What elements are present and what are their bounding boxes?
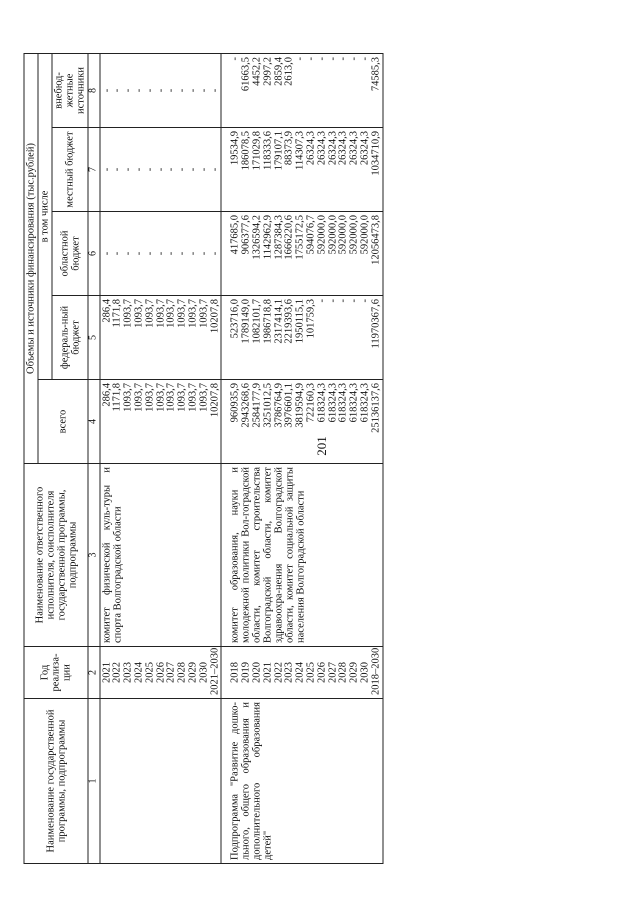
table-cell-value: 1171,8 [111, 298, 123, 327]
header-year: Год реализа-ции [24, 646, 88, 698]
table-cell-value: 26324,3 [316, 130, 328, 165]
table-cell-value: 1142962,9 [262, 214, 274, 259]
table-cell-value: - [155, 88, 167, 92]
table-cell-value: 618324,3 [359, 382, 371, 422]
budget-table-sheet [24, 54, 569, 864]
local-list [221, 127, 382, 211]
table-cell-value: - [187, 251, 199, 255]
col-num-8: 8 [88, 53, 100, 127]
local-list [100, 127, 222, 211]
table-cell-value: 1986718,8 [262, 298, 274, 344]
table-cell-value: 61663,5 [240, 56, 252, 91]
table-cell-value: 1093,7 [133, 382, 145, 412]
table-cell-value: - [348, 298, 360, 302]
table-cell-value: 2025 [144, 661, 156, 683]
table-cell-value: 2025 [305, 661, 317, 683]
table-cell-value: 2023 [283, 661, 295, 683]
table-cell-value: - [316, 298, 328, 302]
table-cell-value: 2027 [165, 661, 177, 683]
table-cell-value: 1093,7 [155, 298, 167, 328]
table-cell-value: 1287384,3 [273, 214, 285, 260]
table-cell-value: 2018–2030 [370, 647, 382, 695]
header-volumes: Объемы и источники финансирования (тыс.рублей) [24, 53, 38, 463]
table-cell-value: 11970367,6 [370, 298, 382, 348]
extra-list [100, 53, 222, 127]
table-cell-value: - [144, 251, 156, 255]
table-cell-value: 10207,8 [209, 382, 221, 417]
regional-list [100, 211, 222, 295]
table-cell-value: 2030 [198, 661, 210, 683]
table-cell-value: 1034710,9 [370, 130, 382, 176]
table-cell-value: 74585,3 [370, 56, 382, 91]
table-cell-value: 25136137,6 [370, 382, 382, 433]
table-cell-value: - [111, 167, 123, 171]
table-cell-value: 114307,3 [294, 130, 306, 170]
header-federal: федераль-ный бюджет [52, 295, 88, 379]
table-cell-value: 186078,5 [240, 130, 252, 170]
table-cell-value: 88373,9 [283, 130, 295, 165]
table-cell-value: - [198, 251, 210, 255]
header-extra: внебюд-жетные источники [52, 53, 88, 127]
table-cell-value: 26324,3 [348, 130, 360, 165]
executor-cell: комитет образования, науки и молодежной политики Вол-гоградской области, комитет строительства Волгоградской области, комитет здравоохра-нения Волгоградской области, комитет социальной защиты населения Волгоградской области [221, 463, 382, 646]
header-regional: областной бюджет [52, 211, 88, 295]
table-cell-value: - [144, 88, 156, 92]
table-cell-value: 2029 [187, 661, 199, 683]
regional-list [221, 211, 382, 295]
header-total: всего [38, 379, 88, 463]
table-cell-value: 2024 [133, 661, 145, 683]
table-cell-value: 618324,3 [348, 382, 360, 422]
table-cell-value: - [337, 56, 349, 60]
table-cell-value: 2023 [122, 661, 134, 683]
table-cell-value: 1093,7 [198, 382, 210, 412]
table-cell-value: 2943268,6 [240, 382, 252, 428]
table-cell-value: - [165, 167, 177, 171]
federal-list [221, 295, 382, 379]
header-local: местный бюджет [52, 127, 88, 211]
table-cell-value: 2026 [316, 661, 328, 683]
program-name-cell: Подпрограмма "Развитие дошко-льного, общего образования и дополнительного образования детей" [221, 698, 382, 863]
table-cell-value: 1950115,1 [294, 298, 306, 343]
table-cell-value: - [122, 251, 134, 255]
table-cell-value: - [316, 56, 328, 60]
table-cell-value: 2022 [273, 661, 285, 683]
table-cell-value: 1093,7 [187, 382, 199, 412]
table-cell-value: 1093,7 [122, 382, 134, 412]
table-cell-value: 4452,2 [251, 56, 263, 86]
table-cell-value: 2028 [176, 661, 188, 683]
table-cell-value: 286,4 [101, 298, 113, 323]
table-cell-value: - [305, 56, 317, 60]
page-number: 201 [314, 436, 329, 456]
table-cell-value: 2027 [327, 661, 339, 683]
table-cell-value: 1093,7 [176, 382, 188, 412]
table-cell-value: - [133, 88, 145, 92]
table-cell-value: 1326594,2 [251, 214, 263, 260]
col-num-5: 5 [88, 295, 100, 379]
table-cell-value: 2021–2030 [209, 647, 221, 695]
table-cell-value: 906377,6 [240, 214, 252, 254]
table-cell-value: - [229, 56, 241, 60]
table-cell-value: 2018 [229, 661, 241, 683]
table-cell-value: - [165, 251, 177, 255]
table-cell-value: - [176, 88, 188, 92]
table-cell-value: 1093,7 [144, 382, 156, 412]
table-cell-value: - [122, 167, 134, 171]
table-cell-value: 1789149,0 [240, 298, 252, 344]
table-cell-value: 592000,0 [348, 214, 360, 254]
table-cell-value: - [209, 251, 221, 255]
program-name-cell [100, 698, 222, 863]
table-cell-value: 2024 [294, 661, 306, 683]
table-cell-value: 2020 [251, 661, 263, 683]
table-row [221, 53, 382, 863]
table-cell-value: - [111, 88, 123, 92]
table-cell-value: 3251012,5 [262, 382, 274, 428]
table-cell-value: 101759,3 [305, 298, 317, 338]
table-cell-value: - [359, 56, 371, 60]
table-cell-value: 19534,9 [229, 130, 241, 165]
col-num-1: 1 [88, 698, 100, 863]
table-cell-value: - [348, 56, 360, 60]
col-num-7: 7 [88, 127, 100, 211]
table-cell-value: 2030 [359, 661, 371, 683]
table-cell-value: - [144, 167, 156, 171]
table-cell-value: 1093,7 [144, 298, 156, 328]
table-cell-value: 3786764,9 [273, 382, 285, 428]
table-cell-value: 592000,0 [359, 214, 371, 254]
table-cell-value: - [122, 88, 134, 92]
col-num-3: 3 [88, 463, 100, 646]
header-program: Наименование государственной программы, подпрограммы [24, 698, 88, 863]
executor-cell: комитет физической куль-туры и спорта Волгоградской области [100, 463, 222, 646]
table-cell-value: 594076,7 [305, 214, 317, 254]
table-cell-value: - [176, 251, 188, 255]
table-cell-value: - [155, 251, 167, 255]
table-cell-value: 2584177,9 [251, 382, 263, 428]
table-cell-value: 2021 [262, 661, 274, 683]
table-cell-value: - [327, 56, 339, 60]
table-cell-value: - [133, 167, 145, 171]
table-cell-value: 1093,7 [122, 298, 134, 328]
col-num-6: 6 [88, 211, 100, 295]
table-cell-value: 2026 [155, 661, 167, 683]
table-cell-value: 2028 [337, 661, 349, 683]
total-list [100, 379, 222, 463]
table-cell-value: 26324,3 [327, 130, 339, 165]
table-cell-value: 592000,0 [337, 214, 349, 254]
table-cell-value: - [294, 56, 306, 60]
table-cell-value: 1093,7 [165, 382, 177, 412]
table-cell-value: 417685,0 [229, 214, 241, 254]
table-cell-value: - [101, 167, 113, 171]
table-cell-value: 1093,7 [133, 298, 145, 328]
table-cell-value: 26324,3 [337, 130, 349, 165]
table-cell-value: 26324,3 [305, 130, 317, 165]
table-cell-value: 286,4 [101, 382, 113, 407]
table-row [100, 53, 222, 863]
table-cell-value: 2019 [240, 661, 252, 683]
table-cell-value: 179107,1 [273, 130, 285, 170]
col-num-2: 2 [88, 646, 100, 698]
extra-list [221, 53, 382, 127]
financing-table [24, 52, 384, 863]
table-cell-value: 1093,7 [187, 298, 199, 328]
table-cell-value: 618324,3 [337, 382, 349, 422]
table-cell-value: 1093,7 [165, 298, 177, 328]
table-cell-value: - [359, 298, 371, 302]
year-list [100, 646, 222, 698]
table-cell-value: 12056473,8 [370, 214, 382, 265]
table-cell-value: 1666220,6 [283, 214, 295, 260]
table-cell-value: 2021 [101, 661, 113, 683]
table-cell-value: - [101, 251, 113, 255]
table-cell-value: - [209, 88, 221, 92]
table-cell-value: 960935,9 [229, 382, 241, 422]
table-cell-value: 10207,8 [209, 298, 221, 333]
table-cell-value: 2317414,1 [273, 298, 285, 344]
table-cell-value: 592000,0 [316, 214, 328, 254]
table-cell-value: - [198, 167, 210, 171]
table-cell-value: - [337, 298, 349, 302]
table-cell-value: 118333,6 [262, 130, 274, 170]
table-cell-value: - [176, 167, 188, 171]
table-cell-value: 3976601,1 [283, 382, 295, 428]
header-including: в том числе [38, 53, 52, 379]
table-cell-value: 1093,7 [198, 298, 210, 328]
table-cell-value: 592000,0 [327, 214, 339, 254]
table-cell-value: 1171,8 [111, 382, 123, 411]
table-cell-value: 722160,3 [305, 382, 317, 422]
col-num-4: 4 [88, 379, 100, 463]
table-cell-value: 2997,2 [262, 56, 274, 86]
year-list [221, 646, 382, 698]
table-cell-value: - [165, 88, 177, 92]
table-cell-value: - [155, 167, 167, 171]
table-cell-value: 1093,7 [176, 298, 188, 328]
table-cell-value: - [187, 167, 199, 171]
table-cell-value: 3819594,9 [294, 382, 306, 428]
table-cell-value: 1755172,5 [294, 214, 306, 260]
table-cell-value: 523716,0 [229, 298, 241, 338]
header-executor: Наименование ответственного исполнителя, соисполнителя государственной программы, подпрограммы [24, 463, 88, 646]
table-cell-value: 2219393,6 [283, 298, 295, 344]
table-cell-value: 618324,3 [327, 382, 339, 422]
table-cell-value: - [327, 298, 339, 302]
table-cell-value: 1082101,7 [251, 298, 263, 344]
table-cell-value: 2022 [111, 661, 123, 683]
table-cell-value: 618324,3 [316, 382, 328, 422]
table-cell-value: - [209, 167, 221, 171]
table-cell-value: 171029,8 [251, 130, 263, 170]
federal-list [100, 295, 222, 379]
table-cell-value: 2613,0 [283, 56, 295, 86]
table-cell-value: - [187, 88, 199, 92]
table-cell-value: - [133, 251, 145, 255]
table-cell-value: 2029 [348, 661, 360, 683]
table-cell-value: 26324,3 [359, 130, 371, 165]
table-cell-value: - [101, 88, 113, 92]
table-cell-value: - [198, 88, 210, 92]
table-cell-value: 2859,4 [273, 56, 285, 86]
table-cell-value: 1093,7 [155, 382, 167, 412]
total-list [221, 379, 382, 463]
table-cell-value: - [111, 251, 123, 255]
